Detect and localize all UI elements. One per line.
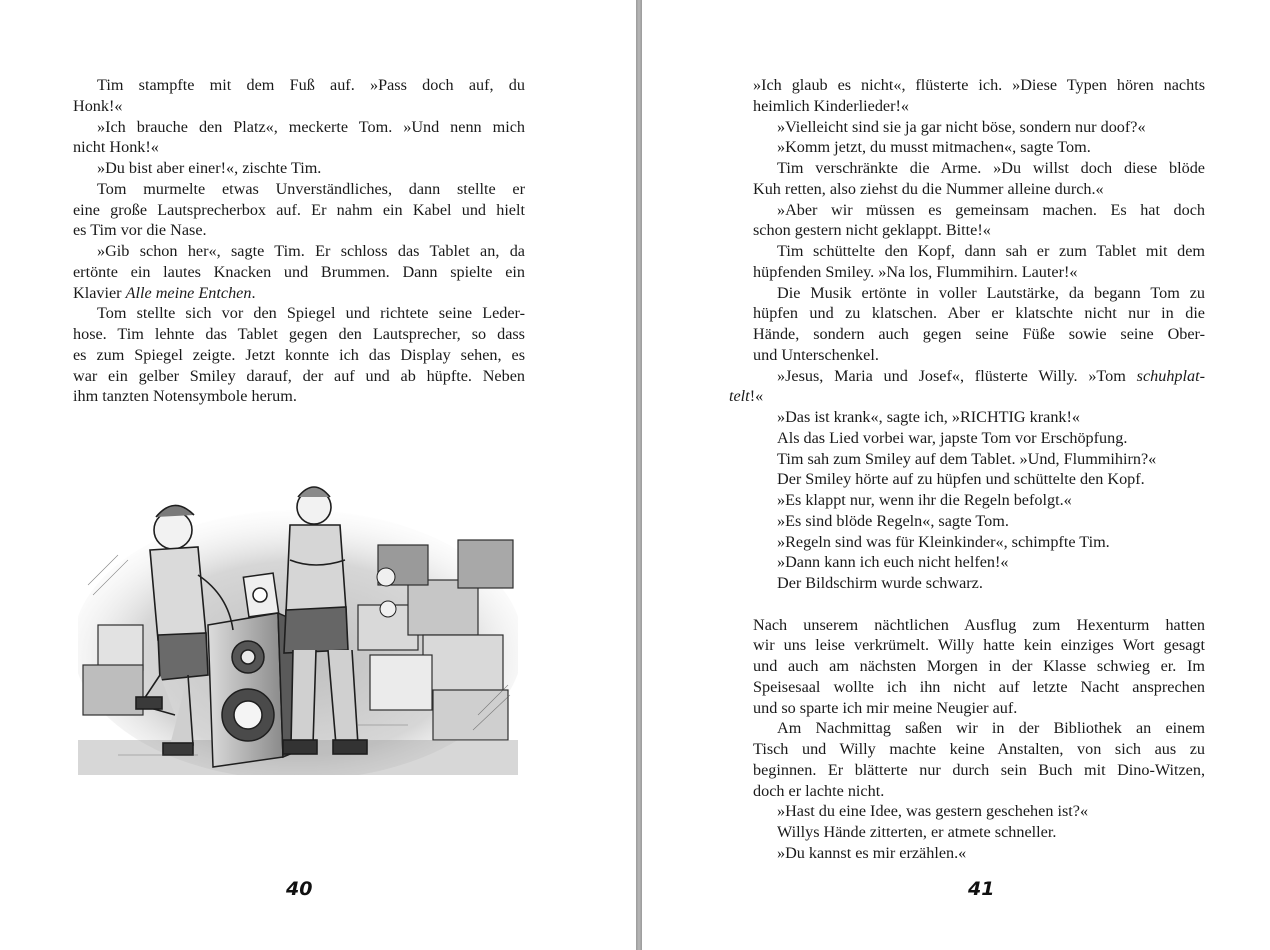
left-page-text — [73, 75, 525, 407]
text-line: telt!« — [729, 387, 764, 406]
text-line: Der Bildschirm wurde schwarz. — [777, 574, 983, 592]
text-line: »Jesus, Maria und Josef«, flüsterte Willy. »Tom schuhplat- — [777, 366, 1205, 385]
text-line: »Du bist aber einer!«, zischte Tim. — [97, 159, 322, 177]
paragraph — [753, 573, 1205, 594]
right-page-text — [729, 75, 1205, 864]
paragraph — [73, 179, 525, 241]
paragraph — [753, 428, 1205, 449]
text-line: Die Musik ertönte in voller Lautstärke, da begann Tom zu — [777, 283, 1205, 302]
paragraph — [753, 615, 1205, 719]
paragraph — [753, 718, 1205, 801]
text-line: »Aber wir müssen es gemeinsam machen. Es hat doch — [777, 200, 1205, 219]
text-line: eine große Lautsprecherbox auf. Er nahm ein Kabel und hielt — [73, 200, 525, 219]
paragraph — [753, 532, 1205, 553]
text-line: Honk!« — [73, 96, 123, 115]
text-line: »Es sind blöde Regeln«, sagte Tom. — [777, 511, 1009, 530]
paragraph — [753, 137, 1205, 158]
text-line: »Ich brauche den Platz«, meckerte Tom. »Und nenn mich — [97, 117, 525, 136]
text-line: »Dann kann ich euch nicht helfen!« — [777, 553, 1009, 572]
text-line: Speisesaal wollte ich ihn nicht auf letzte Nacht ansprechen — [753, 677, 1205, 696]
paragraph — [753, 822, 1205, 843]
paragraph — [753, 200, 1205, 242]
paragraph — [753, 158, 1205, 200]
paragraph — [73, 75, 525, 117]
text-line: schon gestern nicht geklappt. Bitte!« — [753, 221, 991, 240]
text-line: »Ich glaub es nicht«, flüsterte ich. »Diese Typen hören nachts — [753, 76, 1205, 94]
paragraph — [753, 283, 1205, 366]
paragraph — [73, 158, 525, 179]
text-line: »Du kannst es mir erzählen.« — [777, 843, 967, 862]
text-line: Nach unserem nächtlichen Ausflug zum Hexenturm hatten — [753, 615, 1205, 634]
text-line: es Tim vor die Nase. — [73, 221, 207, 240]
text-line: doch er lachte nicht. — [753, 781, 885, 800]
text-line: hose. Tim lehnte das Tablet gegen den Lautsprecher, so dass — [73, 325, 525, 343]
text-line: »Das ist krank«, sagte ich, »RICHTIG krank!« — [777, 408, 1081, 426]
text-line: »Komm jetzt, du musst mitmachen«, sagte Tom. — [777, 138, 1091, 157]
italic-title: Alle meine Entchen — [125, 283, 252, 302]
text-line: hüpfenden Smiley. »Na los, Flummihirn. Lauter!« — [753, 262, 1078, 281]
text-line: Tim stampfte mit dem Fuß auf. »Pass doch auf, du — [97, 76, 525, 94]
text-line: Am Nachmittag saßen wir in der Bibliothek an einem — [777, 719, 1205, 738]
paragraph — [73, 241, 525, 303]
illustration-boys-with-speaker — [78, 485, 518, 775]
text-line: Tom stellte sich vor den Spiegel und richtete seine Leder- — [97, 304, 525, 323]
paragraph — [753, 801, 1205, 822]
text-line: Klavier Alle meine Entchen. — [73, 283, 256, 302]
paragraph — [753, 117, 1205, 138]
right-page — [642, 0, 1270, 950]
text-line: Hände, sondern auch gegen seine Füße sowie seine Ober- — [753, 325, 1205, 343]
text-line: »Hast du eine Idee, was gestern geschehen ist?« — [777, 802, 1089, 821]
paragraph — [753, 407, 1205, 428]
paragraph — [753, 75, 1205, 117]
text-line: beginnen. Er blätterte nur durch sein Buch mit Dino-Witzen, — [753, 760, 1205, 779]
paragraph — [753, 490, 1205, 511]
text-line: und Unterschenkel. — [753, 345, 879, 364]
text-line: Tom murmelte etwas Unverständliches, dann stellte er — [97, 179, 525, 198]
text-line: Kuh retten, also ziehst du die Nummer alleine durch.« — [753, 179, 1104, 198]
text-line: ertönte ein lautes Knacken und Brummen. Dann spielte ein — [73, 262, 525, 281]
paragraph — [753, 843, 1205, 864]
text-line: es zum Spiegel zeigte. Jetzt konnte ich das Display sehen, es — [73, 345, 525, 364]
text-line: hüpfen und zu klatschen. Aber er klatschte nicht nur in die — [753, 304, 1205, 323]
paragraph — [753, 241, 1205, 283]
text-line: Als das Lied vorbei war, japste Tom vor Erschöpfung. — [777, 428, 1128, 447]
paragraph — [73, 117, 525, 159]
paragraph — [729, 366, 1205, 408]
page-number: 41 — [968, 878, 995, 900]
text-line: »Vielleicht sind sie ja gar nicht böse, sondern nur doof?« — [777, 117, 1146, 136]
page-number: 40 — [286, 878, 313, 900]
text-line: »Gib schon her«, sagte Tim. Er schloss das Tablet an, da — [97, 242, 525, 260]
text-line: war ein gelber Smiley darauf, der auf und ab hüpfte. Neben — [73, 366, 525, 385]
paragraph — [753, 552, 1205, 573]
italic-text: schuhplat- — [1136, 366, 1205, 385]
text-line: »Regeln sind was für Kleinkinder«, schimpfte Tim. — [777, 532, 1110, 551]
paragraph — [753, 449, 1205, 470]
paragraph — [753, 469, 1205, 490]
text-line: »Es klappt nur, wenn ihr die Regeln befolgt.« — [777, 491, 1072, 509]
paragraph — [73, 303, 525, 407]
paragraph — [753, 511, 1205, 532]
text-line: Tim sah zum Smiley auf dem Tablet. »Und, Flummihirn?« — [777, 449, 1157, 468]
text-line: und auch am nächsten Morgen in der Klasse schwieg er. Im — [753, 657, 1205, 675]
text-line: Willys Hände zitterten, er atmete schneller. — [777, 823, 1057, 841]
text-line: heimlich Kinderlieder!« — [753, 96, 909, 115]
text-line: und so sparte ich mir meine Neugier auf. — [753, 698, 1018, 717]
text-line: Der Smiley hörte auf zu hüpfen und schüttelte den Kopf. — [777, 470, 1145, 489]
text-line: Tim schüttelte den Kopf, dann sah er zum Tablet mit dem — [777, 242, 1205, 260]
text-line: Tisch und Willy machte keine Anstalten, von sich aus zu — [753, 740, 1205, 758]
text-line: ihm tanzten Notensymbole herum. — [73, 387, 297, 406]
text-line: nicht Honk!« — [73, 138, 159, 157]
text-line: Tim verschränkte die Arme. »Du willst doch diese blöde — [777, 159, 1205, 177]
text-line: wir uns leise verkrümelt. Willy hatte kein einziges Wort gesagt — [753, 636, 1205, 655]
italic-text: telt — [729, 387, 750, 406]
